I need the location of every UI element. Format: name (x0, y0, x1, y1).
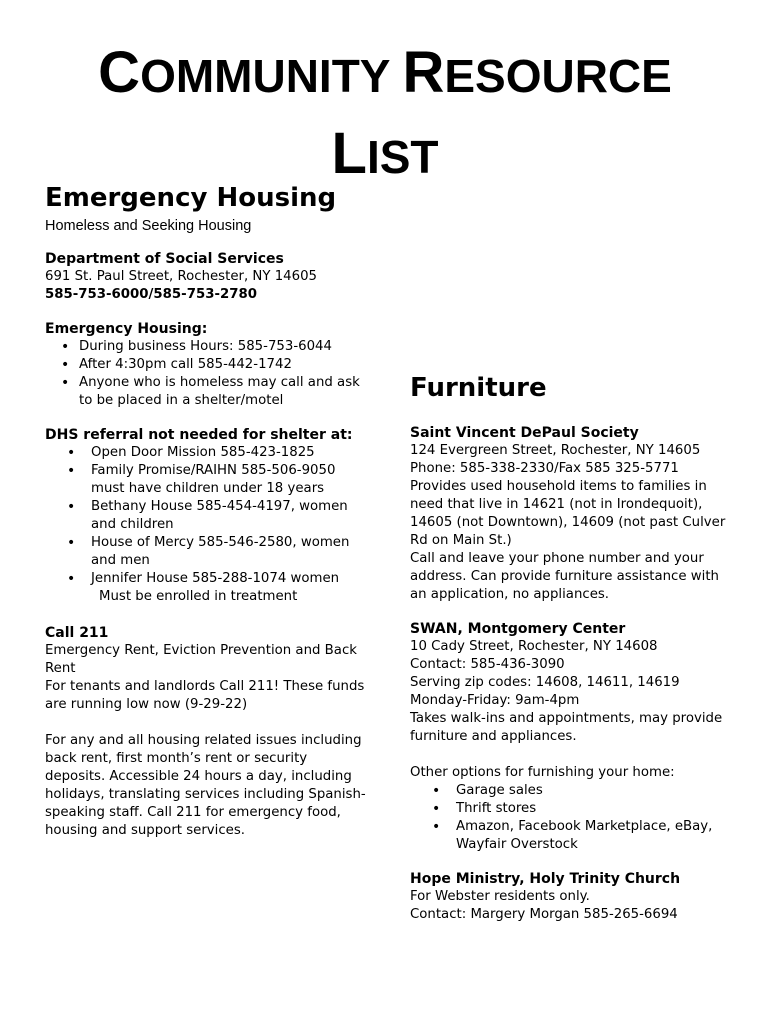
left-column (45, 180, 370, 840)
org-phones-dss: 585-753-6000/585-753-2780 (45, 287, 257, 302)
other-options-intro: Other options for furnishing your home: (410, 765, 675, 780)
list-item: • Garage sales (410, 782, 735, 800)
list-item: • After 4:30pm call 585-442-1742 (45, 356, 370, 374)
dhs-shelter-list (45, 444, 370, 588)
right-column (410, 370, 735, 924)
list-item: • Open Door Mission 585-423-1825 (45, 444, 370, 462)
dhs-note: Must be enrolled in treatment (99, 589, 298, 604)
list-item: • Anyone who is homeless may call and ask to be placed in a shelter/motel (45, 374, 370, 410)
list-item: • Amazon, Facebook Marketplace, eBay, Wayfair Overstock (410, 818, 735, 854)
org-desc-svdp: Provides used household items to families in need that live in 14621 (not in Irondequoit), 14605 (not Downtown), 14609 (not past Culver Rd on Main St.) (410, 479, 726, 548)
org-name-swan: SWAN, Montgomery Center (410, 621, 626, 637)
org-address-svdp: 124 Evergreen Street, Rochester, NY 14605 (410, 443, 701, 458)
org-zips-swan: Serving zip codes: 14608, 14611, 14619 (410, 675, 680, 690)
org-name-svdp: Saint Vincent DePaul Society (410, 425, 639, 441)
org-line1-hope: For Webster residents only. (410, 889, 590, 904)
list-item: • Jennifer House 585-288-1074 women (45, 570, 370, 588)
section-heading-furniture: Furniture (410, 373, 547, 403)
section-heading-emergency-housing: Emergency Housing (45, 183, 337, 213)
call211-para-3: For any and all housing related issues including back rent, first month’s rent or security deposits. Accessible 24 hours a day, including holidays, translating services including Spanish-speaking staff. Call 211 for emergency food, housing and support services. (45, 733, 366, 838)
org-desc2-svdp: Call and leave your phone number and your address. Can provide furniture assistance with an application, no appliances. (410, 551, 719, 602)
document-title (0, 40, 770, 202)
title-line-1: COMMUNITY RESOURCE (98, 40, 672, 105)
list-item: • Thrift stores (410, 800, 735, 818)
dhs-title: DHS referral not needed for shelter at: (45, 427, 353, 443)
list-item: • During business Hours: 585-753-6044 (45, 338, 370, 356)
org-address-swan: 10 Cady Street, Rochester, NY 14608 (410, 639, 658, 654)
org-name-hope: Hope Ministry, Holy Trinity Church (410, 871, 681, 887)
other-options-list (410, 782, 735, 854)
call211-para-1: Emergency Rent, Eviction Prevention and Back Rent (45, 643, 357, 676)
section-subheading: Homeless and Seeking Housing (45, 218, 252, 234)
title-line-2: LIST (331, 121, 439, 186)
call211-title: Call 211 (45, 625, 109, 641)
org-address-dss: 691 St. Paul Street, Rochester, NY 14605 (45, 269, 318, 284)
org-desc-swan: Takes walk-ins and appointments, may provide furniture and appliances. (410, 711, 723, 744)
org-contact-swan: Contact: 585-436-3090 (410, 657, 565, 672)
org-hours-swan: Monday-Friday: 9am-4pm (410, 693, 580, 708)
org-phone-svdp: Phone: 585-338-2330/Fax 585 325-5771 (410, 461, 679, 476)
list-item: • Family Promise/RAIHN 585-506-9050 must have children under 18 years (45, 462, 370, 498)
org-name-dss: Department of Social Services (45, 251, 284, 267)
emergency-housing-title: Emergency Housing: (45, 321, 208, 337)
call211-para-2: For tenants and landlords Call 211! These funds are running low now (9-29-22) (45, 679, 365, 712)
list-item: • Bethany House 585-454-4197, women and children (45, 498, 370, 534)
emergency-housing-list (45, 338, 370, 410)
list-item: • House of Mercy 585-546-2580, women and men (45, 534, 370, 570)
org-line2-hope: Contact: Margery Morgan 585-265-6694 (410, 907, 678, 922)
